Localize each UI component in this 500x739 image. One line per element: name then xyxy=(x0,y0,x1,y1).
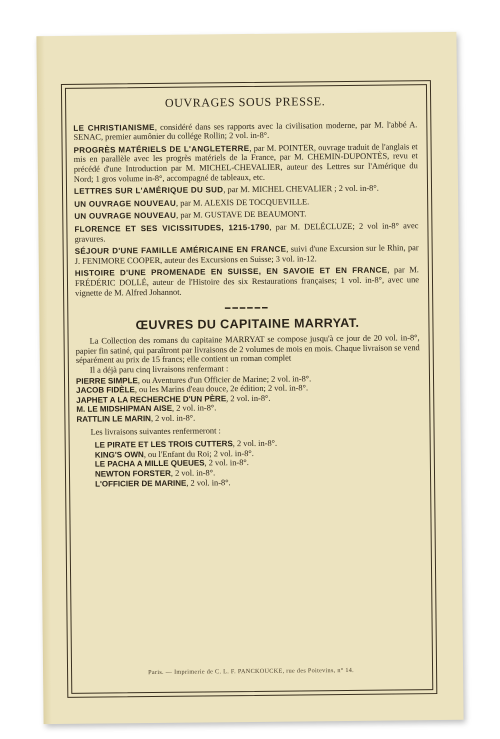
published-list xyxy=(76,373,420,425)
printer-imprint: Paris. — Imprimerie de C. L. F. PANCKOUCKE, rue des Poitevins, n° 14. xyxy=(148,666,355,677)
work-description: , 2 vol. in-8°. xyxy=(170,468,216,478)
work-description: , par M. MICHEL CHEVALIER ; 2 vol. in-8°. xyxy=(223,183,379,195)
work-title: FLORENCE ET SES VICISSITUDES, 1215-1790 xyxy=(74,222,270,234)
work-title: LE CHRISTIANISME xyxy=(73,122,155,133)
work-entry xyxy=(74,183,418,196)
book-cover-page xyxy=(36,32,463,724)
work-title: HISTOIRE D'UNE PROMENADE EN SUISSE, EN SAVOIE ET EN FRANCE xyxy=(74,265,388,279)
work-title: RATTLIN LE MARIN xyxy=(76,414,151,424)
upcoming-label: Les livraisons suivantes renfermeront : xyxy=(90,425,221,437)
work-description: , 2 vol. in-8°. xyxy=(204,458,249,468)
work-title: LE PACHA A MILLE QUEUES xyxy=(94,458,205,470)
work-title: PROGRÈS MATÉRIELS DE L'ANGLETERRE xyxy=(73,143,250,155)
upcoming-list xyxy=(95,437,421,488)
work-title: SÉJOUR D'UNE FAMILLE AMÉRICAINE EN FRANCE xyxy=(74,244,287,256)
work-title: UN OUVRAGE NOUVEAU xyxy=(74,211,177,222)
section-heading: OUVRAGES SOUS PRESSE. xyxy=(164,94,326,110)
work-entry xyxy=(73,120,417,143)
work-entry xyxy=(75,243,419,266)
work-description: , 2 vol. in-8°. xyxy=(171,403,217,414)
work-title: M. LE MIDSHIPMAN AISE xyxy=(76,404,173,415)
work-title: JACOB FIDÈLE xyxy=(76,385,135,396)
work-title: PIERRE SIMPLE xyxy=(75,375,138,386)
work-description: , 2 vol. in-8°. xyxy=(226,393,271,404)
work-title: NEWTON FORSTER xyxy=(94,468,171,479)
page-content xyxy=(73,96,421,489)
work-description: , 2 vol. in-8°. xyxy=(186,477,231,488)
work-description: , considéré dans ses rapports avec la civilisation moderne, par M. l'abbé A. SENAC, premier aumônier du collége Rollin; 2 vol. in-8°. xyxy=(73,119,418,143)
work-description: , 2 vol. in-8°. xyxy=(232,438,278,449)
marryat-intro: La Collection des romans du capitaine MARRYAT se compose jusqu'à ce jour de 20 vol. in-8°, papier fin satiné, qui paraîtront par livraisons de 2 volumes de mois en mois. Chaque livraison se vend séparément au prix de 15 francs; elle contient un roman complet xyxy=(75,333,420,366)
work-entry xyxy=(75,266,419,298)
work-entry xyxy=(74,221,418,244)
work-description: , par M. GUSTAVE DE BEAUMONT. xyxy=(176,209,307,221)
work-title: UN OUVRAGE NOUVEAU xyxy=(74,198,177,209)
work-description: , ou les Marins d'eau douce, 2e édition; 2 vol. in-8°. xyxy=(134,383,309,395)
work-description: , par M. ALEXIS DE TOCQUEVILLE. xyxy=(175,197,310,208)
work-title: KING'S OWN xyxy=(94,449,144,460)
work-entry xyxy=(74,196,418,209)
work-description: , par M. FRÉDÉRIC DOLLÉ, auteur de l'Histoire des six Restaurations françaises; 1 vol. in-8°, avec une vignette de M. Alfred Johannot. xyxy=(74,265,420,298)
work-description: , ou l'Enfant du Roi; 2 vol. in-8°. xyxy=(143,448,254,459)
work-description: , ou Aventures d'un Officier de Marine; 2 vol. in-8°. xyxy=(137,374,312,385)
work-description: , 2 vol. in-8°. xyxy=(150,413,196,424)
work-title: L'OFFICIER DE MARINE xyxy=(95,478,187,489)
work-title: LETTRES SUR L'AMÉRIQUE DU SUD xyxy=(73,185,224,196)
ornament-divider: ━━━━━━ xyxy=(224,302,270,314)
work-description: , suivi d'une Excursion sur le Rhin, par J. FENIMORE COOPER, auteur des Excursions en Suisse; 3 vol. in-12. xyxy=(74,243,419,266)
work-description: , par M. POINTER, ouvrage traduit de l'anglais et mis en parallèle avec les progrès matériels de la France, par M. CHEMIN-DUPONTÈS, revu et précédé d'une Introduction par M. MICHEL-CHEVALIER, auteur des Lettres sur l'Amérique du Nord; 1 gros volume in-8°, accompagné de tableaux, etc. xyxy=(73,142,418,184)
work-description: , par M. DELÉCLUZE; 2 vol in-8° avec gravures. xyxy=(74,221,419,244)
work-entry xyxy=(74,209,418,222)
work-title: JAPHET A LA RECHERCHE D'UN PÈRE xyxy=(76,394,227,405)
published-label: Il a déjà paru cinq livraisons renfermant : xyxy=(89,364,229,375)
marryat-heading: ŒUVRES DU CAPITAINE MARRYAT. xyxy=(135,315,360,332)
work-entry xyxy=(74,142,418,184)
work-title: LE PIRATE ET LES TROIS CUTTERS xyxy=(94,439,233,450)
works-list xyxy=(73,120,419,298)
